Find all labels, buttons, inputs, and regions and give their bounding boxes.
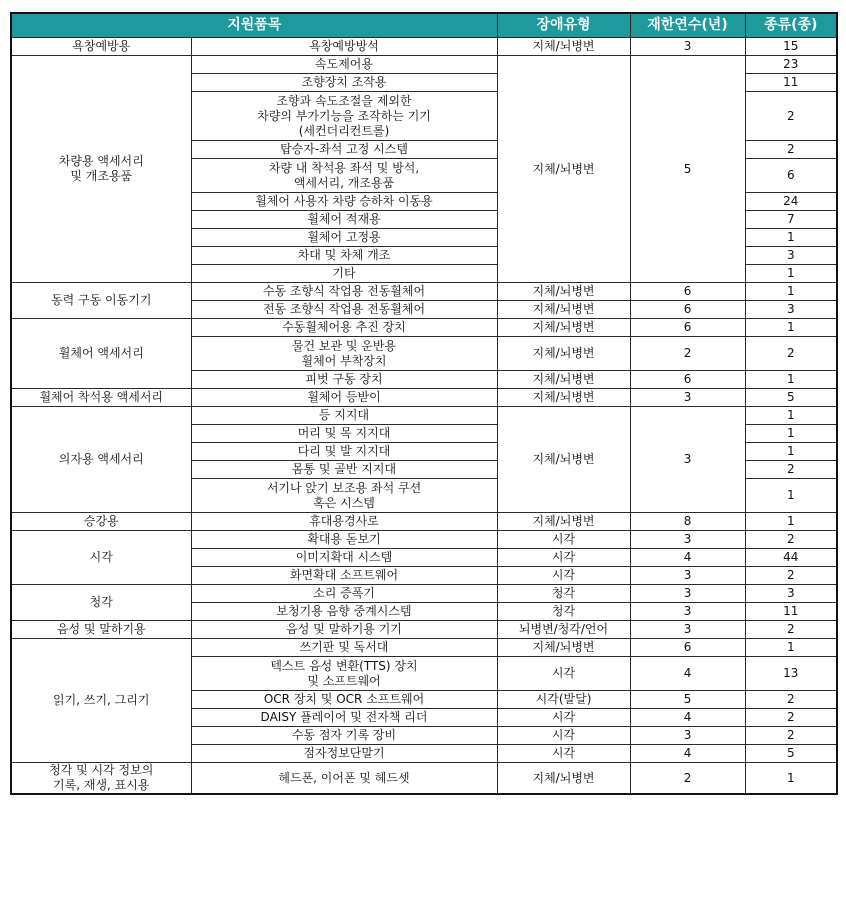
item-cell: 휠체어 사용자 차량 승하차 이동용	[191, 193, 497, 211]
item-cell: 텍스트 음성 변환(TTS) 장치 및 소프트웨어	[191, 657, 497, 691]
disability-cell: 지체/뇌병변	[497, 513, 630, 531]
years-cell: 4	[630, 549, 745, 567]
item-cell: 기타	[191, 265, 497, 283]
category-cell: 청각 및 시각 정보의 기록, 재생, 표시용	[11, 763, 191, 795]
item-cell: 차대 및 차체 개조	[191, 247, 497, 265]
disability-cell: 지체/뇌병변	[497, 38, 630, 56]
years-cell: 4	[630, 709, 745, 727]
disability-cell: 지체/뇌병변	[497, 56, 630, 283]
table-row	[11, 585, 837, 603]
header-disability-type: 장애유형	[497, 13, 630, 38]
count-cell: 1	[745, 407, 837, 425]
item-cell: 서기나 앉기 보조용 좌석 쿠션 혹은 시스템	[191, 479, 497, 513]
count-cell: 1	[745, 265, 837, 283]
item-cell: 휠체어 등받이	[191, 389, 497, 407]
table-body	[11, 38, 837, 795]
years-cell: 5	[630, 691, 745, 709]
years-cell: 2	[630, 763, 745, 795]
years-cell: 3	[630, 38, 745, 56]
disability-cell: 지체/뇌병변	[497, 337, 630, 371]
disability-cell: 지체/뇌병변	[497, 301, 630, 319]
years-cell: 3	[630, 621, 745, 639]
count-cell: 1	[745, 425, 837, 443]
table-row	[11, 407, 837, 425]
years-cell: 3	[630, 407, 745, 513]
header-limit-years: 재한연수(년)	[630, 13, 745, 38]
item-cell: 몸통 및 골반 지지대	[191, 461, 497, 479]
header-row	[11, 13, 837, 38]
category-cell: 음성 및 말하기용	[11, 621, 191, 639]
category-cell: 읽기, 쓰기, 그리기	[11, 639, 191, 763]
table-row	[11, 389, 837, 407]
count-cell: 2	[745, 461, 837, 479]
item-cell: 수동 점자 기록 장비	[191, 727, 497, 745]
count-cell: 6	[745, 159, 837, 193]
count-cell: 11	[745, 74, 837, 92]
item-cell: DAISY 플레이어 및 전자책 리더	[191, 709, 497, 727]
disability-cell: 청각	[497, 603, 630, 621]
years-cell: 4	[630, 745, 745, 763]
table-row	[11, 38, 837, 56]
count-cell: 2	[745, 567, 837, 585]
disability-cell: 시각	[497, 567, 630, 585]
count-cell: 1	[745, 319, 837, 337]
category-cell: 의자용 액세서리	[11, 407, 191, 513]
count-cell: 1	[745, 371, 837, 389]
item-cell: 욕창예방방석	[191, 38, 497, 56]
item-cell: 전동 조향식 작업용 전동휠체어	[191, 301, 497, 319]
item-cell: 음성 및 말하기용 기기	[191, 621, 497, 639]
years-cell: 6	[630, 301, 745, 319]
years-cell: 3	[630, 389, 745, 407]
item-cell: 휠체어 고정용	[191, 229, 497, 247]
disability-cell: 지체/뇌병변	[497, 371, 630, 389]
years-cell: 6	[630, 319, 745, 337]
disability-cell: 시각	[497, 745, 630, 763]
header-support-item: 지원품목	[11, 13, 497, 38]
count-cell: 2	[745, 727, 837, 745]
item-cell: 수동 조향식 작업용 전동휠체어	[191, 283, 497, 301]
category-cell: 청각	[11, 585, 191, 621]
category-cell: 시각	[11, 531, 191, 585]
item-cell: 조향장치 조작용	[191, 74, 497, 92]
years-cell: 5	[630, 56, 745, 283]
years-cell: 3	[630, 585, 745, 603]
item-cell: 휠체어 적재용	[191, 211, 497, 229]
years-cell: 2	[630, 337, 745, 371]
item-cell: 소리 증폭기	[191, 585, 497, 603]
disability-cell: 지체/뇌병변	[497, 389, 630, 407]
disability-cell: 지체/뇌병변	[497, 407, 630, 513]
table-row	[11, 513, 837, 531]
count-cell: 23	[745, 56, 837, 74]
years-cell: 8	[630, 513, 745, 531]
disability-cell: 시각	[497, 531, 630, 549]
count-cell: 3	[745, 247, 837, 265]
table-row	[11, 531, 837, 549]
disability-cell: 시각	[497, 549, 630, 567]
item-cell: 다리 및 발 지지대	[191, 443, 497, 461]
category-cell: 휠체어 착석용 액세서리	[11, 389, 191, 407]
item-cell: 헤드폰, 이어폰 및 헤드셋	[191, 763, 497, 795]
years-cell: 6	[630, 371, 745, 389]
item-cell: 수동휠체어용 추진 장치	[191, 319, 497, 337]
count-cell: 15	[745, 38, 837, 56]
count-cell: 1	[745, 639, 837, 657]
count-cell: 1	[745, 283, 837, 301]
count-cell: 3	[745, 585, 837, 603]
table-row	[11, 319, 837, 337]
count-cell: 2	[745, 92, 837, 141]
count-cell: 44	[745, 549, 837, 567]
count-cell: 2	[745, 621, 837, 639]
count-cell: 2	[745, 691, 837, 709]
item-cell: 확대용 돋보기	[191, 531, 497, 549]
disability-cell: 지체/뇌병변	[497, 319, 630, 337]
count-cell: 1	[745, 229, 837, 247]
disability-cell: 지체/뇌병변	[497, 283, 630, 301]
disability-cell: 지체/뇌병변	[497, 763, 630, 795]
count-cell: 1	[745, 763, 837, 795]
disability-cell: 시각(발달)	[497, 691, 630, 709]
header-types-count: 종류(종)	[745, 13, 837, 38]
table-row	[11, 283, 837, 301]
item-cell: 조향과 속도조절을 제외한 차량의 부가기능을 조작하는 기기 (세컨더리컨트롤)	[191, 92, 497, 141]
disability-cell: 지체/뇌병변	[497, 639, 630, 657]
count-cell: 7	[745, 211, 837, 229]
item-cell: 차량 내 착석용 좌석 및 방석, 액세서리, 개조용품	[191, 159, 497, 193]
item-cell: 보청기용 음향 중계시스템	[191, 603, 497, 621]
table-row	[11, 639, 837, 657]
item-cell: 이미지확대 시스템	[191, 549, 497, 567]
count-cell: 13	[745, 657, 837, 691]
count-cell: 1	[745, 513, 837, 531]
years-cell: 4	[630, 657, 745, 691]
table-row	[11, 621, 837, 639]
item-cell: 점자정보단말기	[191, 745, 497, 763]
years-cell: 3	[630, 531, 745, 549]
years-cell: 6	[630, 639, 745, 657]
item-cell: 화면확대 소프트웨어	[191, 567, 497, 585]
table-row	[11, 763, 837, 795]
category-cell: 승강용	[11, 513, 191, 531]
count-cell: 2	[745, 141, 837, 159]
category-cell: 동력 구동 이동기기	[11, 283, 191, 319]
count-cell: 5	[745, 745, 837, 763]
count-cell: 11	[745, 603, 837, 621]
item-cell: 머리 및 목 지지대	[191, 425, 497, 443]
support-items-table	[10, 12, 838, 795]
item-cell: 쓰기판 및 독서대	[191, 639, 497, 657]
item-cell: 물건 보관 및 운반용 휠체어 부착장치	[191, 337, 497, 371]
years-cell: 3	[630, 603, 745, 621]
item-cell: 피벗 구동 장치	[191, 371, 497, 389]
item-cell: OCR 장치 및 OCR 소프트웨어	[191, 691, 497, 709]
item-cell: 휴대용경사로	[191, 513, 497, 531]
count-cell: 2	[745, 531, 837, 549]
item-cell: 탑승자-좌석 고정 시스템	[191, 141, 497, 159]
disability-cell: 뇌병변/청각/언어	[497, 621, 630, 639]
count-cell: 2	[745, 709, 837, 727]
count-cell: 1	[745, 443, 837, 461]
disability-cell: 시각	[497, 709, 630, 727]
category-cell: 차량용 액세서리 및 개조용품	[11, 56, 191, 283]
disability-cell: 청각	[497, 585, 630, 603]
item-cell: 속도제어용	[191, 56, 497, 74]
years-cell: 3	[630, 567, 745, 585]
years-cell: 6	[630, 283, 745, 301]
count-cell: 5	[745, 389, 837, 407]
category-cell: 욕창예방용	[11, 38, 191, 56]
disability-cell: 시각	[497, 657, 630, 691]
count-cell: 2	[745, 337, 837, 371]
count-cell: 3	[745, 301, 837, 319]
disability-cell: 시각	[497, 727, 630, 745]
category-cell: 휠체어 액세서리	[11, 319, 191, 389]
table-row	[11, 56, 837, 74]
count-cell: 24	[745, 193, 837, 211]
count-cell: 1	[745, 479, 837, 513]
item-cell: 등 지지대	[191, 407, 497, 425]
years-cell: 3	[630, 727, 745, 745]
